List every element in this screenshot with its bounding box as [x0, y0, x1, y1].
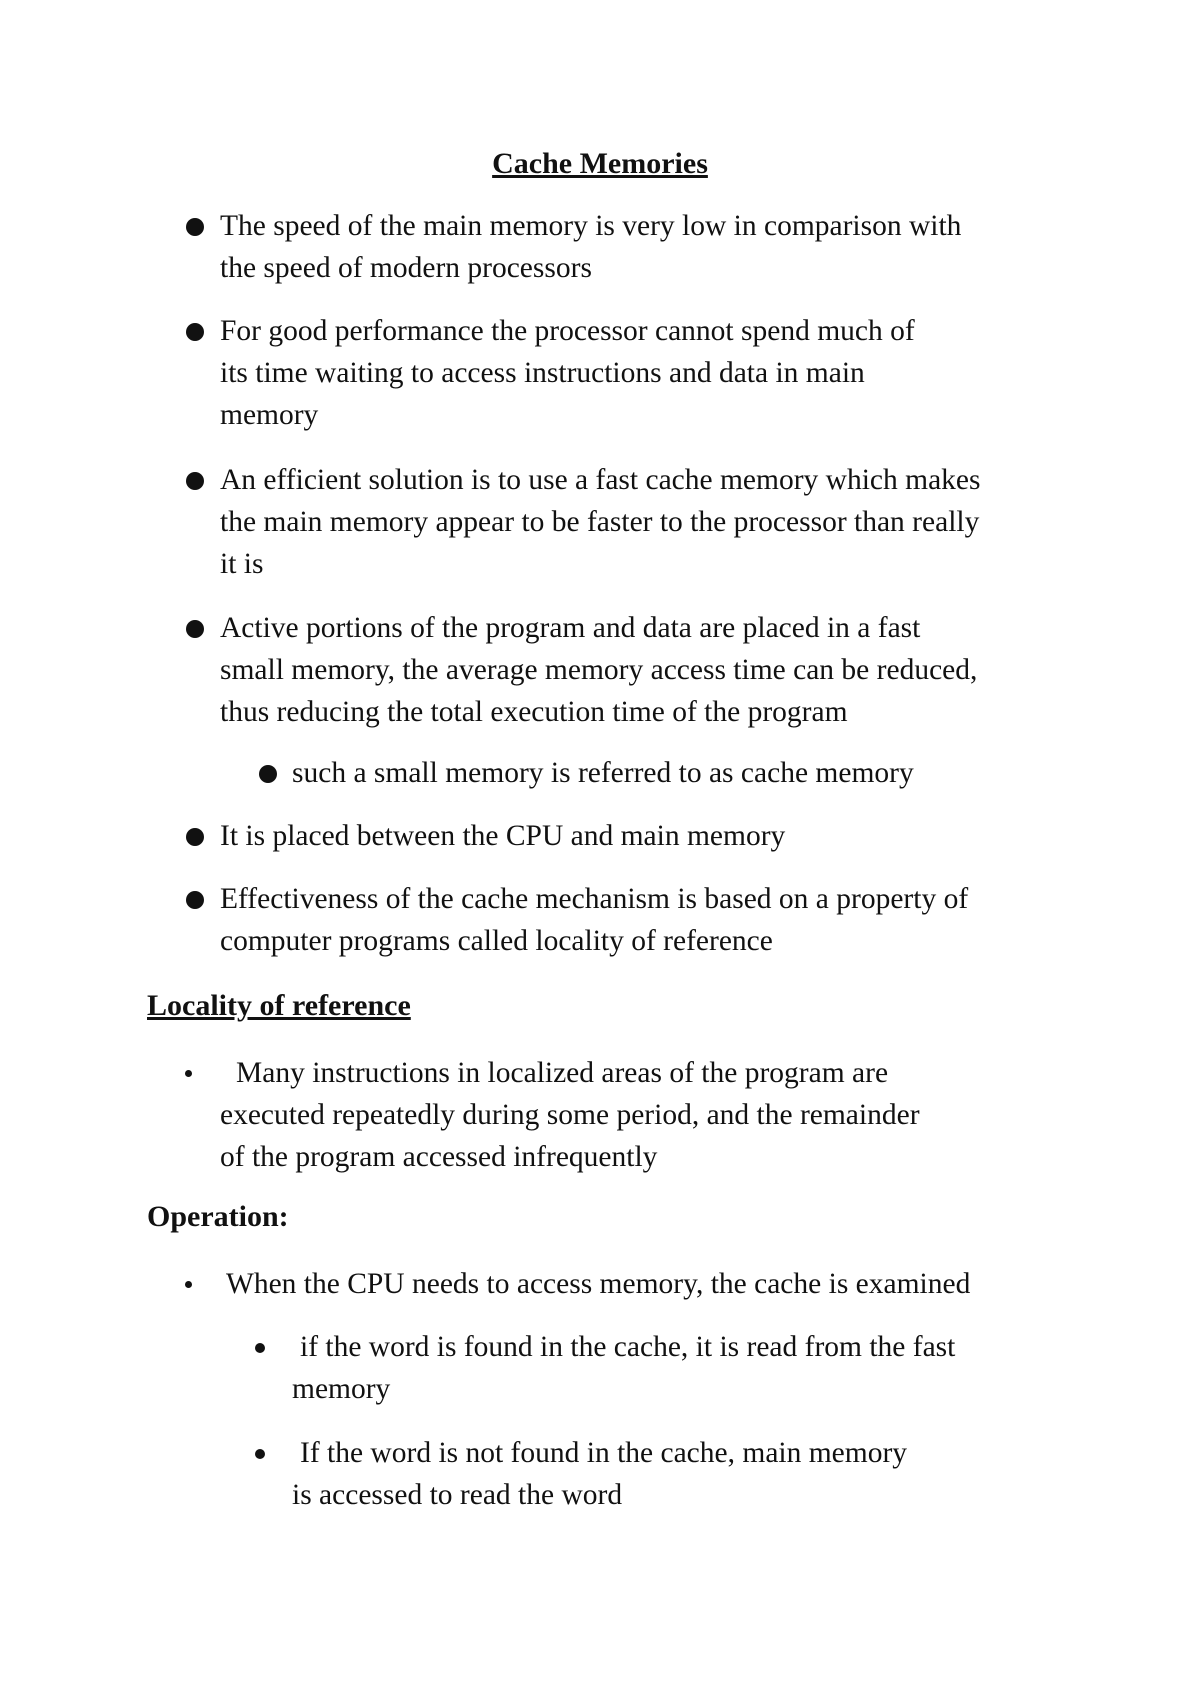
bullet-dot-icon [185, 1070, 192, 1077]
bullet-dot-icon [186, 218, 204, 236]
bullet-line: its time waiting to access instructions and data in main [220, 357, 865, 389]
bullet-line: When the CPU needs to access memory, the cache is examined [226, 1268, 971, 1300]
operation-sub-item [292, 1432, 907, 1516]
bullet-line: It is placed between the CPU and main memory [220, 820, 786, 852]
bullet-item [220, 815, 785, 857]
sub-bullet-dot-icon [255, 1343, 265, 1353]
bullet-line: The speed of the main memory is very low in comparison with [220, 210, 962, 242]
bullet-dot-icon [186, 828, 204, 846]
bullet-line: such a small memory is referred to as cache memory [292, 757, 914, 789]
bullet-item [220, 878, 968, 962]
sub-bullet-item [292, 752, 914, 794]
sub-bullet-dot-icon [259, 765, 277, 783]
bullet-line: is accessed to read the word [292, 1479, 623, 1511]
bullet-line: it is [220, 548, 264, 580]
bullet-dot-icon [186, 620, 204, 638]
bullet-dot-icon [186, 891, 204, 909]
bullet-dot-icon [186, 472, 204, 490]
bullet-line: the main memory appear to be faster to the processor than really [220, 506, 980, 538]
bullet-item [220, 205, 961, 289]
bullet-line: memory [220, 399, 319, 431]
bullet-line: if the word is found in the cache, it is read from the fast [300, 1331, 956, 1363]
bullet-dot-icon [186, 323, 204, 341]
bullet-line: computer programs called locality of reference [220, 925, 773, 957]
bullet-line: thus reducing the total execution time of the program [220, 696, 848, 728]
bullet-line: the speed of modern processors [220, 252, 592, 284]
bullet-line: Many instructions in localized areas of the program are [236, 1057, 889, 1089]
bullet-item [220, 310, 915, 436]
bullet-line: executed repeatedly during some period, and the remainder [220, 1099, 920, 1131]
bullet-line: For good performance the processor cannot spend much of [220, 315, 915, 347]
bullet-line: Active portions of the program and data are placed in a fast [220, 612, 921, 644]
bullet-line: Effectiveness of the cache mechanism is based on a property of [220, 883, 969, 915]
locality-heading: Locality of reference [147, 989, 411, 1022]
operation-heading: Operation: [147, 1200, 289, 1233]
bullet-dot-icon [185, 1281, 192, 1288]
operation-intro [226, 1263, 970, 1305]
locality-item [220, 1052, 920, 1178]
bullet-line: If the word is not found in the cache, main memory [300, 1437, 908, 1469]
bullet-line: small memory, the average memory access time can be reduced, [220, 654, 978, 686]
bullet-item [220, 607, 977, 733]
sub-bullet-dot-icon [255, 1449, 265, 1459]
page-title: Cache Memories [492, 147, 708, 180]
bullet-line: memory [292, 1373, 391, 1405]
bullet-line: of the program accessed infrequently [220, 1141, 658, 1173]
operation-sub-item [292, 1326, 955, 1410]
bullet-line: An efficient solution is to use a fast cache memory which makes [220, 464, 981, 496]
bullet-item [220, 459, 981, 585]
